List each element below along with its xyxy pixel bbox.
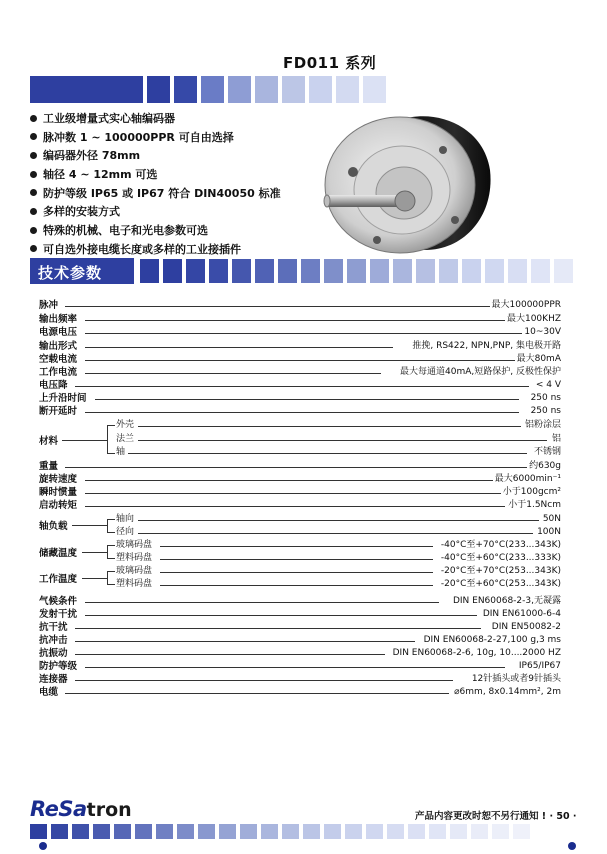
sub-spec-label: 玻璃码盘 (116, 566, 153, 576)
sub-spec-label: 塑料码盘 (116, 553, 153, 563)
sub-spec-value: 50N (542, 514, 561, 524)
spec-label: 瞬时惯量 (39, 487, 78, 498)
spec-row (39, 299, 561, 312)
spec-label: 脉冲 (39, 300, 59, 311)
spec-label: 抗冲击 (39, 635, 68, 646)
feature-item: 多样的安装方式 (30, 203, 281, 222)
spec-label: 启动转矩 (39, 500, 78, 511)
sub-spec-label: 塑料码盘 (116, 579, 153, 589)
spec-label: 防护等级 (39, 661, 78, 672)
tile (114, 824, 131, 839)
sub-spec-row (116, 446, 561, 459)
feature-item: 防护等级 IP65 或 IP67 符合 DIN40050 标准 (30, 185, 281, 204)
spec-label: 电压降 (39, 380, 68, 391)
dot-mark-icon (39, 842, 47, 850)
sub-spec-value: -40°C至+70°C(233...343K) (440, 540, 561, 550)
spec-value: 小于1.5Ncm (508, 500, 561, 510)
spec-row (39, 595, 561, 608)
sub-spec-row (116, 552, 561, 565)
spec-label: 抗振动 (39, 648, 68, 659)
spec-label: 旋转速度 (39, 474, 78, 485)
sub-spec-row (116, 433, 561, 446)
spec-label: 抗干扰 (39, 622, 68, 633)
tile (471, 824, 488, 839)
spec-row (39, 340, 561, 353)
group-label: 工作温度 (39, 574, 78, 585)
spec-label: 输出形式 (39, 341, 78, 352)
sub-spec-label: 径向 (116, 527, 135, 537)
group-label: 轴负载 (39, 521, 68, 532)
spec-row (39, 647, 561, 660)
sub-spec-value: 铝 (551, 434, 561, 444)
spec-value: 12针插头或者9针插头 (471, 674, 561, 684)
sub-spec-row (116, 513, 561, 526)
tile (324, 824, 341, 839)
tile (198, 824, 215, 839)
spec-label: 发射干扰 (39, 609, 78, 620)
feature-item: 脉冲数 1 ~ 100000PPR 可自由选择 (30, 129, 281, 148)
spec-value: 推挽, RS422, NPN,PNP, 集电极开路 (412, 341, 561, 351)
spec-label: 空载电流 (39, 354, 78, 365)
tile (51, 824, 68, 839)
spec-value: < 4 V (535, 380, 561, 390)
sub-spec-value: -20°C至+60°C(253...343K) (440, 579, 561, 589)
tile (387, 824, 404, 839)
spec-row (39, 353, 561, 366)
tile (177, 824, 194, 839)
spec-row (39, 366, 561, 379)
sub-spec-label: 外壳 (116, 420, 135, 430)
spec-value: 最大100000PPR (491, 300, 561, 310)
tile (513, 824, 530, 839)
tile (345, 824, 362, 839)
tile (135, 824, 152, 839)
tile (492, 824, 509, 839)
spec-value: IP65/IP67 (518, 661, 561, 671)
spec-value: 最大6000min⁻¹ (494, 474, 561, 484)
spec-value: 小于100gcm² (502, 487, 561, 497)
spec-value: 250 ns (530, 393, 561, 403)
spec-row (39, 460, 561, 473)
spec-value: 最大每通道40mA,短路保护, 反极性保护 (400, 367, 561, 377)
spec-row (39, 621, 561, 634)
spec-label: 工作电流 (39, 367, 78, 378)
spec-value: 最大80mA (516, 354, 561, 364)
tile (261, 824, 278, 839)
group-label: 材料 (39, 436, 59, 447)
tile (72, 824, 89, 839)
feature-item: 编码器外径 78mm (30, 147, 281, 166)
sub-spec-value: -20°C至+70°C(253...343K) (440, 566, 561, 576)
spec-row (39, 673, 561, 686)
spec-label: 上升沿时间 (39, 393, 87, 404)
sub-spec-label: 轴 (116, 447, 126, 457)
feature-item: 工业级增量式实心轴编码器 (30, 110, 281, 129)
spec-row (39, 379, 561, 392)
section-title: 技术参数 (38, 264, 103, 282)
spec-row (39, 392, 561, 405)
tile (93, 824, 110, 839)
tile (303, 824, 320, 839)
feature-item: 特殊的机械、电子和光电参数可选 (30, 222, 281, 241)
tile (156, 824, 173, 839)
sub-spec-label: 法兰 (116, 434, 135, 444)
spec-row (39, 486, 561, 499)
sub-spec-row (116, 526, 561, 539)
spec-row (39, 634, 561, 647)
spec-value: 10~30V (524, 327, 561, 337)
spec-label: 电缆 (39, 687, 59, 698)
spec-row (39, 660, 561, 673)
spec-value: DIN EN61000-6-4 (482, 609, 561, 619)
spec-label: 断开延时 (39, 406, 78, 417)
page-title: FD011 系列 (283, 54, 377, 72)
sub-spec-row (116, 419, 561, 432)
spec-label: 电源电压 (39, 327, 78, 338)
tile (219, 824, 236, 839)
spec-value: DIN EN60068-2-27,100 g,3 ms (423, 635, 561, 645)
sub-spec-label: 玻璃码盘 (116, 540, 153, 550)
spec-value: DIN EN60068-2-3,无凝露 (452, 596, 561, 606)
sub-spec-value: -40°C至+60°C(233...333K) (440, 553, 561, 563)
spec-label: 重量 (39, 461, 59, 472)
spec-label: 输出频率 (39, 314, 78, 325)
spec-row (39, 405, 561, 418)
footer-note: 产品内容更改时恕不另行通知 ! · 50 · (415, 811, 577, 822)
sub-spec-label: 轴向 (116, 514, 135, 524)
tile (366, 824, 383, 839)
sub-spec-row (116, 539, 561, 552)
tile (429, 824, 446, 839)
spec-label: 气候条件 (39, 596, 78, 607)
tile (282, 824, 299, 839)
spec-row (39, 326, 561, 339)
tile (240, 824, 257, 839)
footer-tiles (30, 824, 534, 839)
spec-value: ⌀6mm, 8x0.14mm², 2m (454, 687, 561, 697)
spec-value: DIN EN60068-2-6, 10g, 10....2000 HZ (392, 648, 561, 658)
spec-row (39, 473, 561, 486)
feature-item: 轴径 4 ~ 12mm 可选 (30, 166, 281, 185)
sub-spec-row (116, 565, 561, 578)
spec-row (39, 499, 561, 512)
tile (30, 824, 47, 839)
spec-value: 约630g (529, 461, 561, 471)
spec-value: 250 ns (530, 406, 561, 416)
spec-value: 最大100KHZ (506, 314, 561, 324)
tile (408, 824, 425, 839)
spec-row (39, 313, 561, 326)
sub-spec-value: 100N (537, 527, 561, 537)
tile (450, 824, 467, 839)
spec-row (39, 608, 561, 621)
resatron-logo: ReSatron (30, 797, 132, 821)
sub-spec-value: 不锈钢 (533, 447, 561, 457)
spec-value: DIN EN50082-2 (491, 622, 561, 632)
sub-spec-row (116, 578, 561, 591)
feature-item: 可自选外接电缆长度或多样的工业接插件 (30, 241, 281, 260)
spec-label: 连接器 (39, 674, 68, 685)
sub-spec-value: 铝粉涂层 (524, 420, 561, 430)
spec-row (39, 686, 561, 699)
group-label: 储藏温度 (39, 548, 78, 559)
dot-mark-icon (568, 842, 576, 850)
